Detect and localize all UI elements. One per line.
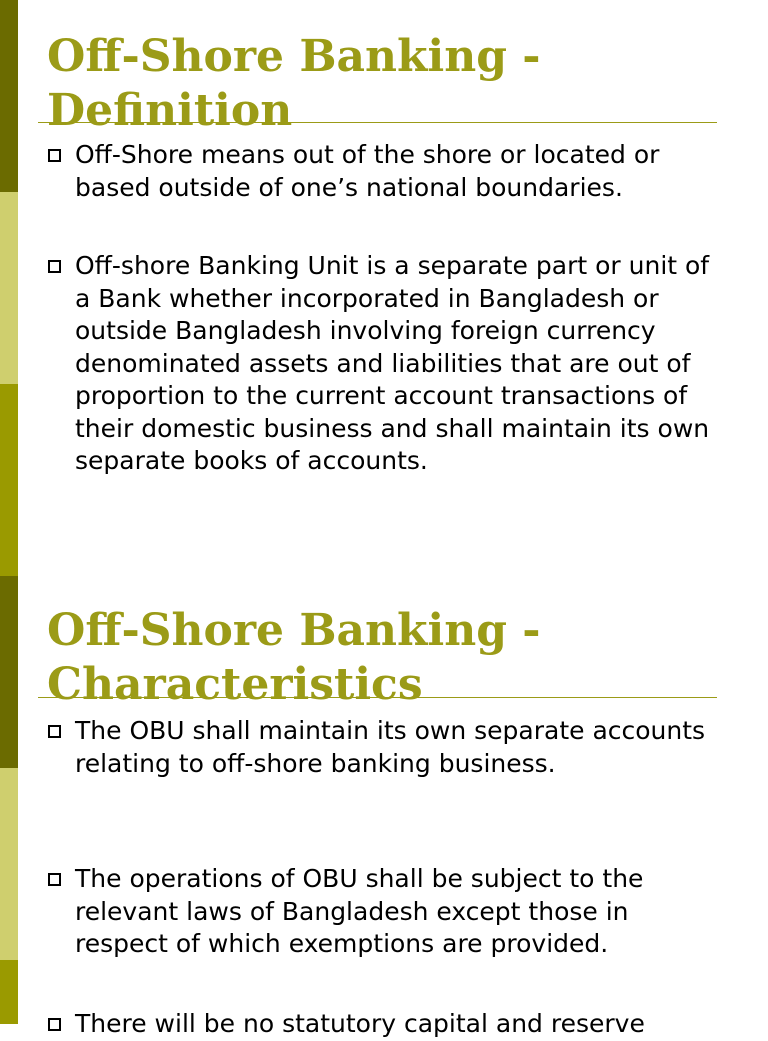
slide-title-definition: Off-Shore Banking - Definition [47,31,541,136]
hollow-square-bullet-icon [48,725,61,738]
bullet-text: Off-shore Banking Unit is a separate part or unit of a Bank whether incorporated in Bangladesh or outside Bangladesh involving foreign currency denominated assets and liabilities that are out of proportion to the current account transactions of their domestic business and shall maintain its own separate books of accounts. [75,251,710,475]
bullet-item [48,715,728,780]
stripe-segment [0,576,18,768]
stripe-segment [0,960,18,1024]
stripe-segment [0,192,18,384]
hollow-square-bullet-icon [48,873,61,886]
slide-title-characteristics: Off-Shore Banking - Characteristics [47,605,541,710]
bullet-text: The operations of OBU shall be subject to the relevant laws of Bangladesh except those in respect of which exemptions are provided. [75,864,644,958]
bullet-item [48,250,728,478]
stripe-segment [0,384,18,576]
title-underline [38,122,717,123]
bullet-item [48,139,728,204]
stripe-segment [0,768,18,960]
hollow-square-bullet-icon [48,260,61,273]
hollow-square-bullet-icon [48,1018,61,1031]
title-underline [38,697,717,698]
bullet-text: Off-Shore means out of the shore or located or based outside of one’s national boundaries. [75,140,660,202]
stripe-segment [0,0,18,192]
bullet-item [48,863,728,961]
bullet-text: There will be no statutory capital and reserve [75,1009,645,1038]
bullet-item [48,1008,728,1041]
bullet-text: The OBU shall maintain its own separate accounts relating to off-shore banking business. [75,716,706,778]
hollow-square-bullet-icon [48,149,61,162]
